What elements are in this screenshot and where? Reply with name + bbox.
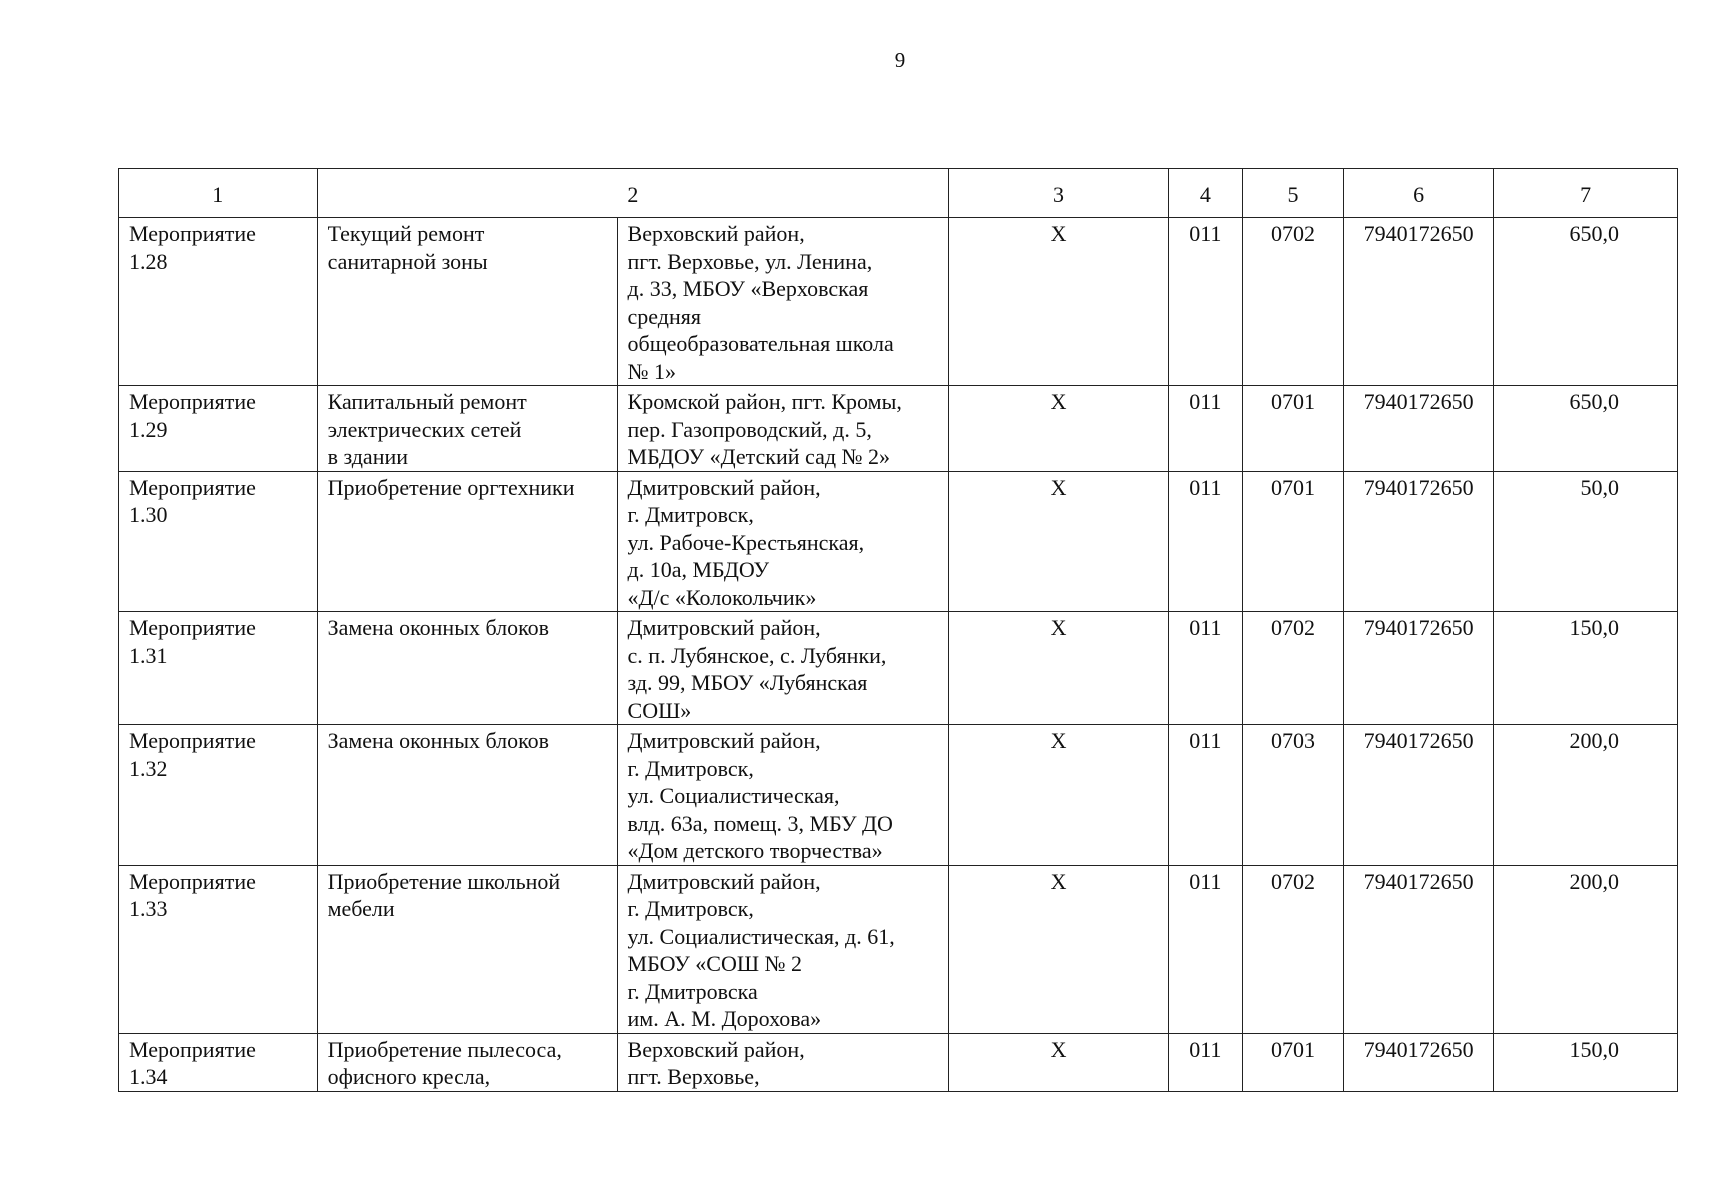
address-cell-line: г. Дмитровска: [627, 978, 758, 1004]
event-cell-line: Мероприятие: [129, 1036, 256, 1062]
work-cell: [317, 865, 617, 1033]
event-cell-line: 1.28: [129, 248, 168, 274]
address-cell-line: пгт. Верховье, ул. Ленина,: [627, 248, 873, 274]
header-cell-1: 1: [119, 169, 318, 218]
event-cell: [119, 471, 318, 612]
address-cell-line: д. 10а, МБДОУ: [627, 557, 770, 582]
table-row: [119, 865, 1678, 1033]
col7-cell: 50,0: [1494, 471, 1678, 612]
event-cell-line: 1.31: [129, 642, 168, 668]
event-cell-line: Мероприятие: [129, 615, 256, 640]
event-cell-line: Мероприятие: [129, 221, 256, 246]
address-cell: [617, 612, 949, 725]
address-cell-line: Верховский район,: [627, 1036, 805, 1062]
event-cell: [119, 865, 318, 1033]
events-table: [118, 168, 1678, 1092]
col4-cell: 011: [1168, 865, 1242, 1033]
address-cell-line: г. Дмитровск,: [627, 896, 754, 921]
address-cell-line: им. А. М. Дорохова»: [627, 1006, 822, 1031]
work-cell-line: в здании: [327, 444, 409, 469]
col4-cell: 011: [1168, 725, 1242, 866]
page-number: 9: [894, 48, 906, 72]
table-row: [119, 471, 1678, 612]
header-cell-5: 5: [1242, 169, 1343, 218]
col6-cell: 7940172650: [1344, 865, 1494, 1033]
col6-cell: 7940172650: [1344, 612, 1494, 725]
address-cell-line: Дмитровский район,: [627, 474, 821, 500]
table-row: [119, 1033, 1678, 1091]
col7-cell: 200,0: [1494, 865, 1678, 1033]
address-cell-line: МБОУ «СОШ № 2: [627, 951, 803, 976]
work-cell-line: Приобретение школьной: [327, 868, 561, 894]
col6-cell: 7940172650: [1344, 725, 1494, 866]
col4-cell: 011: [1168, 1033, 1242, 1091]
address-cell-line: ул. Рабоче-Крестьянская,: [627, 529, 865, 555]
address-cell-line: «Д/с «Колокольчик»: [627, 584, 817, 610]
event-cell-line: Мероприятие: [129, 474, 256, 500]
col7-cell: 200,0: [1494, 725, 1678, 866]
col3-cell: Х: [949, 612, 1169, 725]
address-cell-line: МБДОУ «Детский сад № 2»: [627, 444, 891, 469]
address-cell-line: СОШ»: [627, 697, 692, 723]
address-cell-line: зд. 99, МБОУ «Лубянская: [627, 670, 868, 695]
table-row: [119, 218, 1678, 386]
address-cell: [617, 471, 949, 612]
col6-cell: 7940172650: [1344, 471, 1494, 612]
event-cell-line: Мероприятие: [129, 868, 256, 894]
col3-cell: Х: [949, 218, 1169, 386]
address-cell-line: ул. Социалистическая, д. 61,: [627, 923, 895, 949]
col3-cell: Х: [949, 471, 1169, 612]
work-cell: [317, 386, 617, 472]
work-cell: [317, 471, 617, 612]
work-cell-line: Капитальный ремонт: [327, 389, 527, 414]
col7-cell: 150,0: [1494, 612, 1678, 725]
address-cell-line: г. Дмитровск,: [627, 755, 754, 781]
table-body: [119, 169, 1678, 1092]
col3-cell: Х: [949, 865, 1169, 1033]
address-cell-line: Кромской район, пгт. Кромы,: [627, 389, 902, 414]
event-cell: [119, 386, 318, 472]
address-cell-line: общеобразовательная школа: [627, 331, 894, 356]
col6-cell: 7940172650: [1344, 218, 1494, 386]
address-cell: [617, 218, 949, 386]
address-cell-line: № 1»: [627, 358, 677, 384]
event-cell: [119, 218, 318, 386]
work-cell: [317, 218, 617, 386]
event-cell-line: 1.34: [129, 1064, 168, 1089]
address-cell: [617, 386, 949, 472]
work-cell: [317, 612, 617, 725]
address-cell-line: с. п. Лубянское, с. Лубянки,: [627, 642, 887, 668]
address-cell-line: Дмитровский район,: [627, 728, 821, 753]
address-cell-line: Дмитровский район,: [627, 615, 821, 640]
work-cell-line: Приобретение оргтехники: [327, 474, 575, 500]
address-cell: [617, 1033, 949, 1091]
col4-cell: 011: [1168, 612, 1242, 725]
event-cell-line: 1.33: [129, 896, 168, 921]
work-cell-line: Текущий ремонт: [327, 221, 485, 246]
col5-cell: 0701: [1242, 471, 1343, 612]
event-cell-line: 1.30: [129, 502, 168, 527]
col5-cell: 0701: [1242, 1033, 1343, 1091]
event-cell-line: 1.32: [129, 755, 168, 781]
table-header-row: [119, 169, 1678, 218]
work-cell-line: Приобретение пылесоса,: [327, 1036, 562, 1062]
address-cell-line: пер. Газопроводский, д. 5,: [627, 416, 872, 442]
col7-cell: 650,0: [1494, 386, 1678, 472]
event-cell: [119, 612, 318, 725]
address-cell-line: ул. Социалистическая,: [627, 783, 840, 808]
table-row: [119, 725, 1678, 866]
header-cell-3: 3: [949, 169, 1169, 218]
col3-cell: Х: [949, 1033, 1169, 1091]
address-cell-line: пгт. Верховье,: [627, 1064, 760, 1089]
col4-cell: 011: [1168, 218, 1242, 386]
col5-cell: 0702: [1242, 865, 1343, 1033]
address-cell-line: Верховский район,: [627, 221, 805, 246]
header-cell-4: 4: [1168, 169, 1242, 218]
table-row: [119, 612, 1678, 725]
event-cell-line: Мероприятие: [129, 389, 256, 414]
col5-cell: 0702: [1242, 612, 1343, 725]
col6-cell: 7940172650: [1344, 1033, 1494, 1091]
col7-cell: 150,0: [1494, 1033, 1678, 1091]
work-cell-line: Замена оконных блоков: [327, 615, 550, 640]
work-cell: [317, 1033, 617, 1091]
address-cell: [617, 865, 949, 1033]
address-cell-line: влд. 63а, помещ. 3, МБУ ДО: [627, 810, 893, 836]
col5-cell: 0701: [1242, 386, 1343, 472]
header-cell-6: 6: [1344, 169, 1494, 218]
col6-cell: 7940172650: [1344, 386, 1494, 472]
col5-cell: 0702: [1242, 218, 1343, 386]
event-cell: [119, 1033, 318, 1091]
event-cell-line: 1.29: [129, 416, 168, 442]
col7-cell: 650,0: [1494, 218, 1678, 386]
event-cell-line: Мероприятие: [129, 728, 256, 753]
address-cell-line: д. 33, МБОУ «Верховская: [627, 276, 869, 301]
work-cell-line: офисного кресла,: [327, 1064, 491, 1089]
work-cell-line: мебели: [327, 896, 395, 921]
col4-cell: 011: [1168, 471, 1242, 612]
work-cell: [317, 725, 617, 866]
event-cell: [119, 725, 318, 866]
table-row: [119, 386, 1678, 472]
col3-cell: Х: [949, 386, 1169, 472]
header-cell-2: 2: [317, 169, 949, 218]
address-cell-line: «Дом детского творчества»: [627, 838, 883, 863]
col5-cell: 0703: [1242, 725, 1343, 866]
work-cell-line: Замена оконных блоков: [327, 728, 550, 753]
col4-cell: 011: [1168, 386, 1242, 472]
header-cell-7: 7: [1494, 169, 1678, 218]
address-cell: [617, 725, 949, 866]
address-cell-line: средняя: [627, 303, 701, 329]
address-cell-line: Дмитровский район,: [627, 868, 821, 894]
col3-cell: Х: [949, 725, 1169, 866]
address-cell-line: г. Дмитровск,: [627, 502, 754, 527]
work-cell-line: санитарной зоны: [327, 248, 488, 274]
work-cell-line: электрических сетей: [327, 416, 522, 442]
